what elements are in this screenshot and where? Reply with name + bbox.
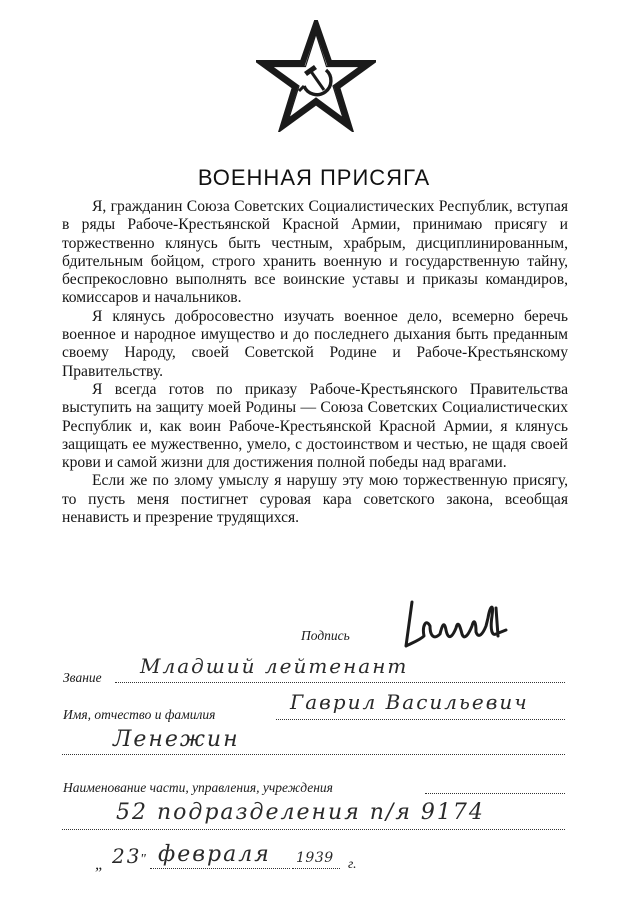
unit-value: 52 подразделения п/я 9174 — [116, 800, 485, 825]
unit-line — [425, 793, 565, 794]
date-day: 23 — [112, 844, 142, 868]
date-open-quote: „ — [95, 856, 104, 873]
date-suffix: г. — [348, 856, 357, 871]
date-month-line — [150, 868, 290, 869]
oath-paragraph: Я клянусь добросовестно изучать военное дело, всемерно беречь военное и народное имущество и до последнего дыхания быть преданным своему Народу, своей Советской Родине и Рабоче-Крестьянскому Правительству. — [62, 307, 568, 380]
surname-line — [62, 754, 565, 755]
name-value: Гаврил Васильевич — [290, 690, 529, 714]
rank-line — [115, 682, 565, 683]
unit-label: Наименование части, управления, учреждения — [63, 780, 333, 795]
surname-value: Ленежин — [113, 727, 240, 752]
oath-paragraph: Я всегда готов по приказу Рабоче-Крестьянского Правительства выступить на защиту моей Родины — Союза Советских Социалистических Республик и, как воин Рабоче-Крестьянской Красной Армии, я клянусь защищать ее мужественно, умело, с достоинством и честью, не щадя своей крови и самой жизни для достижения полной победы над врагами. — [62, 380, 568, 472]
oath-paragraph: Я, гражданин Союза Советских Социалистических Республик, вступая в ряды Рабоче-Крестьянской Красной Армии, принимаю присягу и торжественно клянусь быть честным, храбрым, дисциплинированным, бдительным бойцом, строго хранить военную и государственную тайну, беспрекословно выполнять все воинские уставы и приказы командиров, комиссаров и начальников. — [62, 198, 568, 307]
unit-line-2 — [62, 829, 565, 830]
star-hammer-sickle-icon — [256, 20, 376, 132]
signature-label: Подпись — [301, 628, 350, 643]
date-month: февраля — [158, 842, 271, 867]
oath-paragraph: Если же по злому умыслу я нарушу эту мою торжественную присягу, то пусть меня постигнет суровая кара советского закона, всеобщая ненависть и презрение трудящихся. — [62, 472, 568, 527]
signature — [400, 596, 520, 656]
document-title: ВОЕННАЯ ПРИСЯГА — [197, 165, 431, 190]
oath-text — [62, 198, 568, 527]
date-year: 1939 — [296, 850, 334, 866]
rank-value: Младший лейтенант — [140, 654, 409, 678]
name-line — [276, 719, 565, 720]
date-close-quote: " — [140, 852, 146, 867]
name-label: Имя, отчество и фамилия — [63, 707, 216, 722]
date-year-line — [292, 868, 340, 869]
rank-label: Звание — [63, 670, 102, 685]
